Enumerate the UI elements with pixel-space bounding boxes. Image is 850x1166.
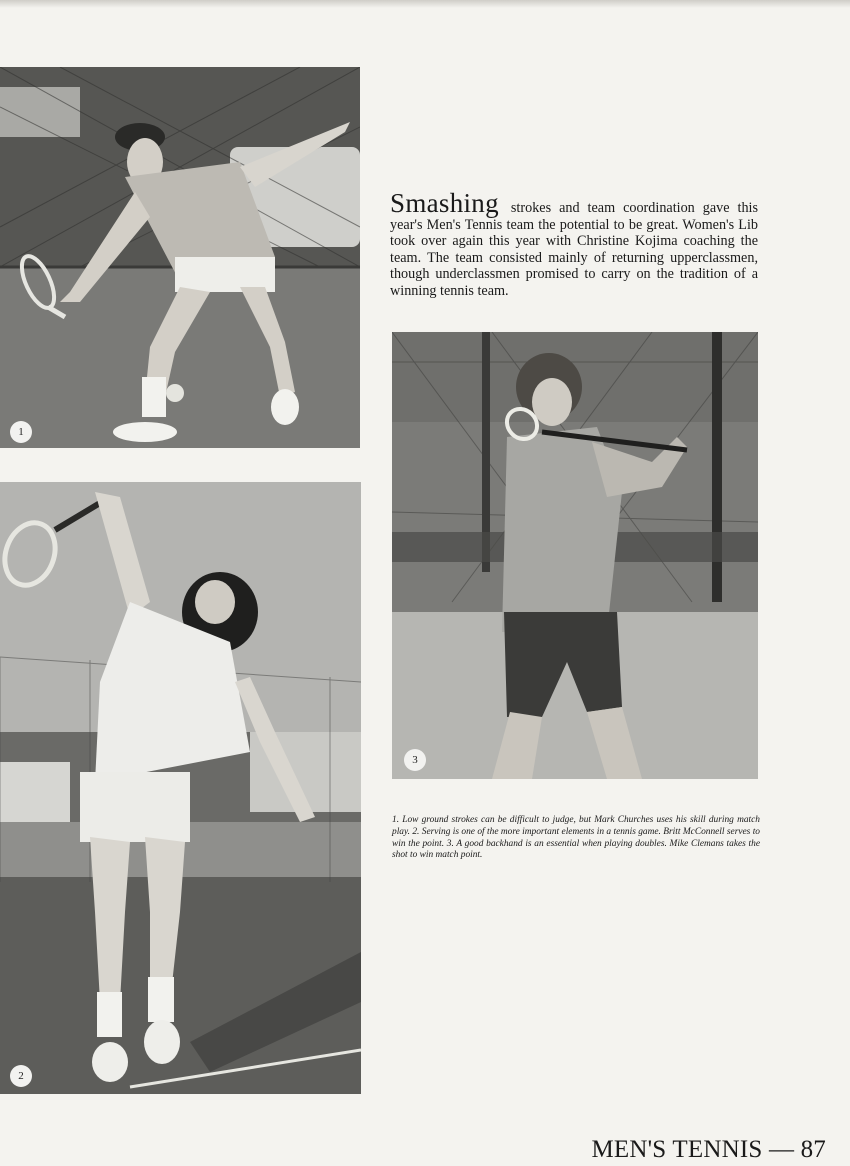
page-edge-shadow	[0, 0, 850, 8]
photo-2-image	[0, 482, 361, 1094]
intro-lead-word: Smashing	[390, 188, 499, 218]
photo-backhand	[392, 332, 758, 779]
photo-low-ground-stroke	[0, 67, 360, 448]
photo-number-badge: 2	[10, 1065, 32, 1087]
photo-number-badge: 1	[10, 421, 32, 443]
photo-serve	[0, 482, 361, 1094]
photo-number-badge: 3	[404, 749, 426, 771]
photo-1-image	[0, 67, 360, 448]
photo-3-image	[392, 332, 758, 779]
photo-caption: 1. Low ground strokes can be difficult to judge, but Mark Churches uses his skill during match play. 2. Serving is one of the more important elements in a tennis game. Britt McConnell serves to win the point. 3. A good backhand is an essential when playing doubles. Mike Clemans takes the shot to win match point.	[392, 815, 760, 861]
page-footer-title: MEN'S TENNIS — 87	[591, 1136, 826, 1163]
intro-body: strokes and team coordination gave this year's Men's Tennis team the potential to be great. Women's Lib took over again this year with Christine Kojima coaching the team. The team consisted mainly of returning upperclassmen, though underclassmen promised to carry on the tradition of a winning tennis team.	[390, 200, 758, 299]
intro-paragraph	[390, 188, 758, 300]
